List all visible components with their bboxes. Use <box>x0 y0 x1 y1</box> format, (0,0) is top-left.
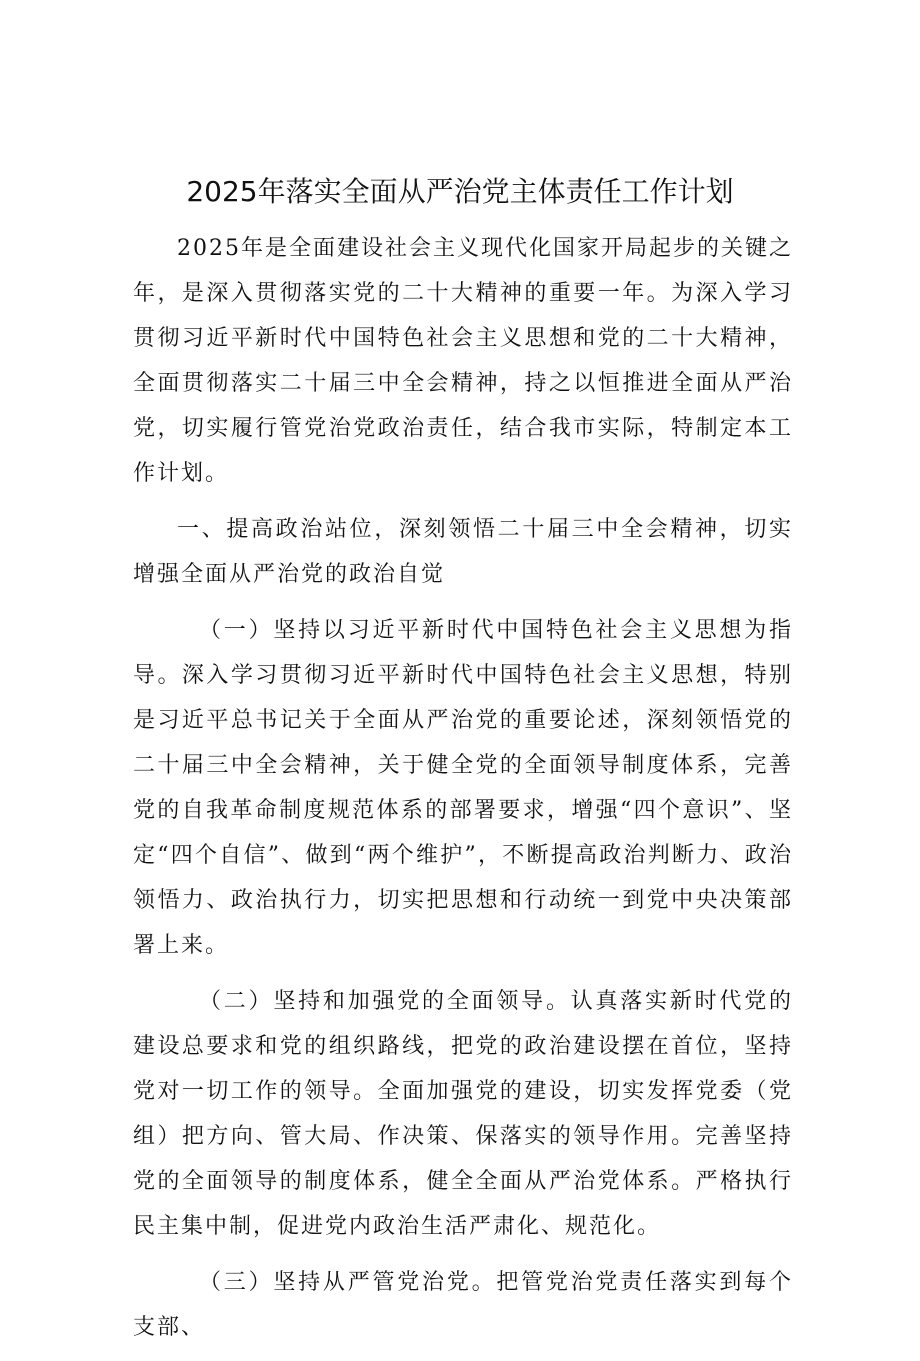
intro-paragraph: 2025年是全面建设社会主义现代化国家开局起步的关键之年，是深入贯彻落实党的二十大精神的重要一年。为深入学习贯彻习近平新时代中国特色社会主义思想和党的二十大精神，全面贯彻落实二十届三中全会精神，持之以恒推进全面从严治党，切实履行管党治党政治责任，结合我市实际，特制定本工作计划。 <box>133 236 793 486</box>
section-heading-1: 一、提高政治站位，深刻领悟二十届三中全会精神，切实增强全面从严治党的政治自觉 <box>133 517 793 587</box>
document-body <box>133 226 793 1361</box>
subsection-paragraph-1: （一）坚持以习近平新时代中国特色社会主义思想为指导。深入学习贯彻习近平新时代中国特色社会主义思想，特别是习近平总书记关于全面从严治党的重要论述，深刻领悟党的二十届三中全会精神，关于健全党的全面领导制度体系，完善党的自我革命制度规范体系的部署要求，增强“四个意识”、坚定“四个自信”、做到“两个维护”，不断提高政治判断力、政治领悟力、政治执行力，切实把思想和行动统一到党中央决策部署上来。 <box>133 618 793 958</box>
subsection-paragraph-3: （三）坚持从严管党治党。把管党治党责任落实到每个支部、 <box>133 1270 793 1340</box>
subsection-paragraph-2: （二）坚持和加强党的全面领导。认真落实新时代党的建设总要求和党的组织路线，把党的政治建设摆在首位，坚持党对一切工作的领导。全面加强党的建设，切实发挥党委（党组）把方向、管大局、作决策、保落实的领导作用。完善坚持党的全面领导的制度体系，健全全面从严治党体系。严格执行民主集中制，促进党内政治生活严肃化、规范化。 <box>133 989 793 1239</box>
document-title: 2025年落实全面从严治党主体责任工作计划 <box>186 175 734 208</box>
